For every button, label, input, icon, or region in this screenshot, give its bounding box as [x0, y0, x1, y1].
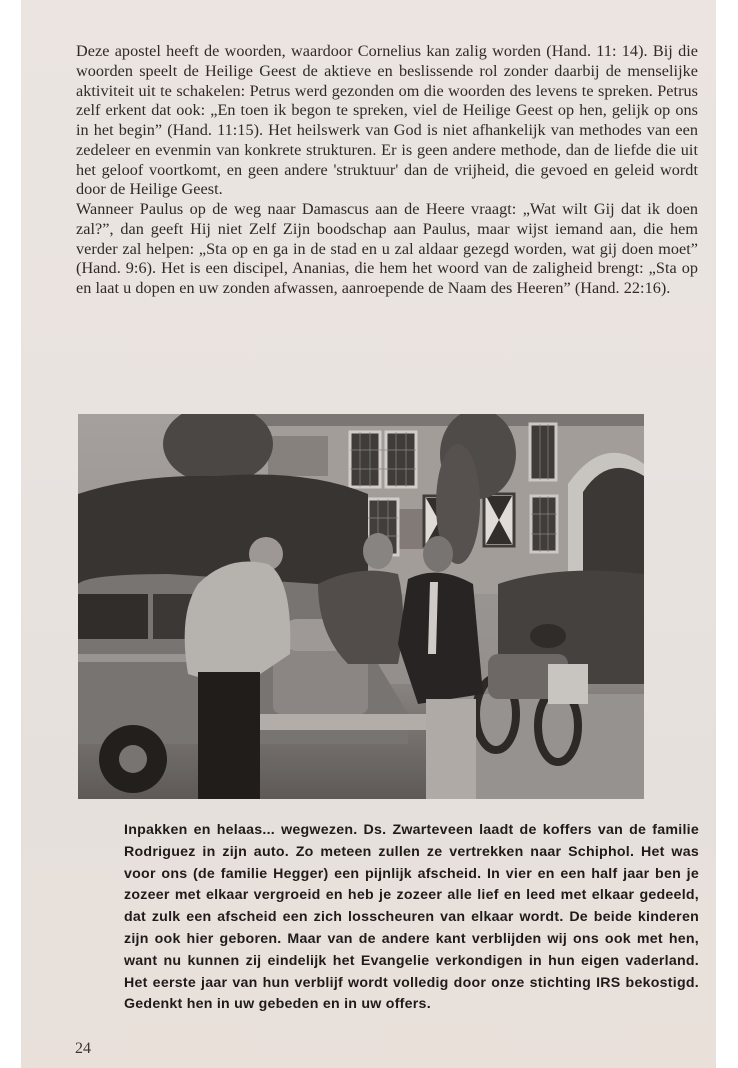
photograph	[78, 414, 644, 799]
caption-text: Inpakken en helaas... wegwezen. Ds. Zwarteveen laadt de koffers van de familie Rodriguez in zijn auto. Zo meteen zullen ze vertrekken naar Schiphol. Het was voor ons (de familie Hegger) een pijnlijk afscheid. In vier en een half jaar ben je zozeer met elkaar vergroeid en heb je zozeer alle lief en leed met elkaar gedeeld, dat zulk een afscheid een zich losscheuren van elkaar wordt. De beide kinderen zijn ook hier geboren. Maar van de andere kant verblijden wij ons ook met hen, want nu kunnen zij eindelijk het Evangelie verkondigen in hun eigen vaderland. Het eerste jaar van hun verblijf wordt volledig door onze stichting IRS bekostigd. Gedenkt hen in uw gebeden en in uw offers.	[124, 822, 699, 1013]
photo-illustration	[78, 414, 644, 799]
page-number: 24	[75, 1040, 91, 1057]
body-text	[76, 42, 698, 299]
paragraph-1: Deze apostel heeft de woorden, waardoor Cornelius kan zalig worden (Hand. 11: 14). Bij die woorden speelt de Heilige Geest de aktieve en beslissende rol zonder daarbij de menselijke aktiviteit uit te schakelen: Petrus werd gezonden om die woorden des levens te spreken. Petrus zelf erkent dat ook: „En toen ik begon te spreken, viel de Heilige Geest op hen, gelijk op ons in het begin” (Hand. 11:15). Het heilswerk van God is niet afhankelijk van methodes van een zedeleer en evenmin van konkrete strukturen. Er is geen andere methode, dan de liefde die uit het geloof voortkomt, en geen andere 'struktuur' dan de vrijheid, die gevoed en geleid wordt door de Heilige Geest.	[76, 42, 698, 199]
book-page	[21, 0, 716, 1068]
paragraph-2: Wanneer Paulus op de weg naar Damascus aan de Heere vraagt: „Wat wilt Gij dat ik doen zal?”, dan geeft Hij niet Zelf Zijn boodschap aan Paulus, maar wijst iemand aan, die hem verder zal helpen: „Sta op en ga in de stad en u zal aldaar gezegd worden, wat gij doen moet” (Hand. 9:6). Het is een discipel, Ananias, die hem het woord van de zaligheid brengt: „Sta op en laat u dopen en uw zonden afwassen, aanroepende de Naam des Heeren” (Hand. 22:16).	[76, 200, 698, 297]
photo-caption	[124, 820, 699, 1016]
